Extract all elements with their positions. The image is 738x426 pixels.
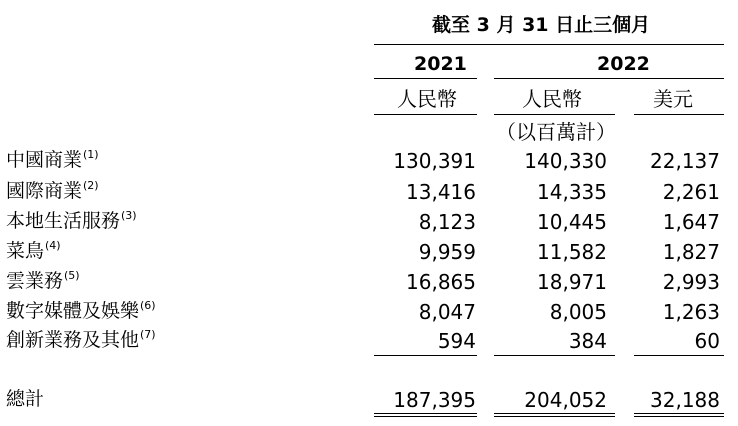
value-2021: 8,123: [418, 210, 476, 234]
value-2022-rmb: 8,005: [549, 300, 607, 324]
value-2021: 16,865: [406, 270, 476, 294]
value-2022-usd: 2,993: [662, 270, 720, 294]
year-2021-underline: [374, 78, 477, 79]
value-2021: 13,416: [406, 180, 476, 204]
total-double-rule-2022-rmb: [494, 413, 615, 417]
value-2022-usd: 1,827: [662, 240, 720, 264]
subtotal-rule-2022-rmb: [494, 355, 615, 356]
value-2022-rmb: 384: [568, 329, 607, 353]
unit-note: （以百萬計）: [496, 120, 616, 144]
total-label: 總計: [6, 388, 45, 410]
currency-rmb-2021-underline: [374, 114, 477, 115]
footnote-ref: (7): [140, 328, 156, 341]
currency-rmb-2022-underline: [494, 114, 615, 115]
value-2022-usd: 2,261: [662, 180, 720, 204]
value-2022-usd: 60: [694, 329, 720, 353]
value-2022-rmb: 140,330: [524, 149, 607, 173]
year-2022-underline: [494, 78, 724, 79]
value-2022-usd: 22,137: [650, 149, 720, 173]
footnote-ref: (5): [64, 269, 80, 282]
row-label: 創新業務及其他$^{(7)}$: [6, 328, 156, 351]
footnote-ref: (6): [140, 299, 156, 312]
year-2022-header: 2022: [597, 53, 650, 75]
period-underline: [374, 44, 724, 45]
row-label: 菜鳥$^{(4)}$: [6, 239, 61, 262]
currency-rmb-2021: 人民幣: [397, 87, 457, 111]
value-2022-usd: 1,263: [662, 300, 720, 324]
currency-usd-underline: [634, 114, 724, 115]
row-label: 雲業務$^{(5)}$: [6, 269, 80, 292]
currency-rmb-2022: 人民幣: [522, 87, 582, 111]
subtotal-rule-2021: [374, 355, 477, 356]
total-2021: 187,395: [393, 388, 476, 412]
row-label: 數字媒體及娛樂$^{(6)}$: [6, 299, 156, 322]
period-header: 截至 3 月 31 日止三個月: [432, 14, 651, 36]
value-2022-rmb: 14,335: [537, 180, 607, 204]
subtotal-rule-2022-usd: [634, 355, 724, 356]
value-2021: 9,959: [418, 240, 476, 264]
value-2021: 8,047: [418, 300, 476, 324]
footnote-ref: (2): [83, 179, 99, 192]
row-label: 中國商業$^{(1)}$: [6, 148, 99, 171]
total-2022-rmb: 204,052: [524, 388, 607, 412]
value-2022-rmb: 11,582: [537, 240, 607, 264]
row-label: 國際商業$^{(2)}$: [6, 179, 99, 202]
footnote-ref: (1): [83, 148, 99, 161]
total-double-rule-2022-usd: [634, 413, 724, 417]
value-2021: 130,391: [393, 149, 476, 173]
footnote-ref: (4): [45, 239, 61, 252]
value-2021: 594: [437, 329, 476, 353]
value-2022-rmb: 10,445: [537, 210, 607, 234]
currency-usd: 美元: [653, 87, 693, 111]
footnote-ref: (3): [121, 209, 137, 222]
value-2022-rmb: 18,971: [537, 270, 607, 294]
total-double-rule-2021: [374, 413, 477, 417]
year-2021-header: 2021: [414, 53, 467, 75]
value-2022-usd: 1,647: [662, 210, 720, 234]
total-2022-usd: 32,188: [650, 388, 720, 412]
row-label: 本地生活服務$^{(3)}$: [6, 209, 137, 232]
